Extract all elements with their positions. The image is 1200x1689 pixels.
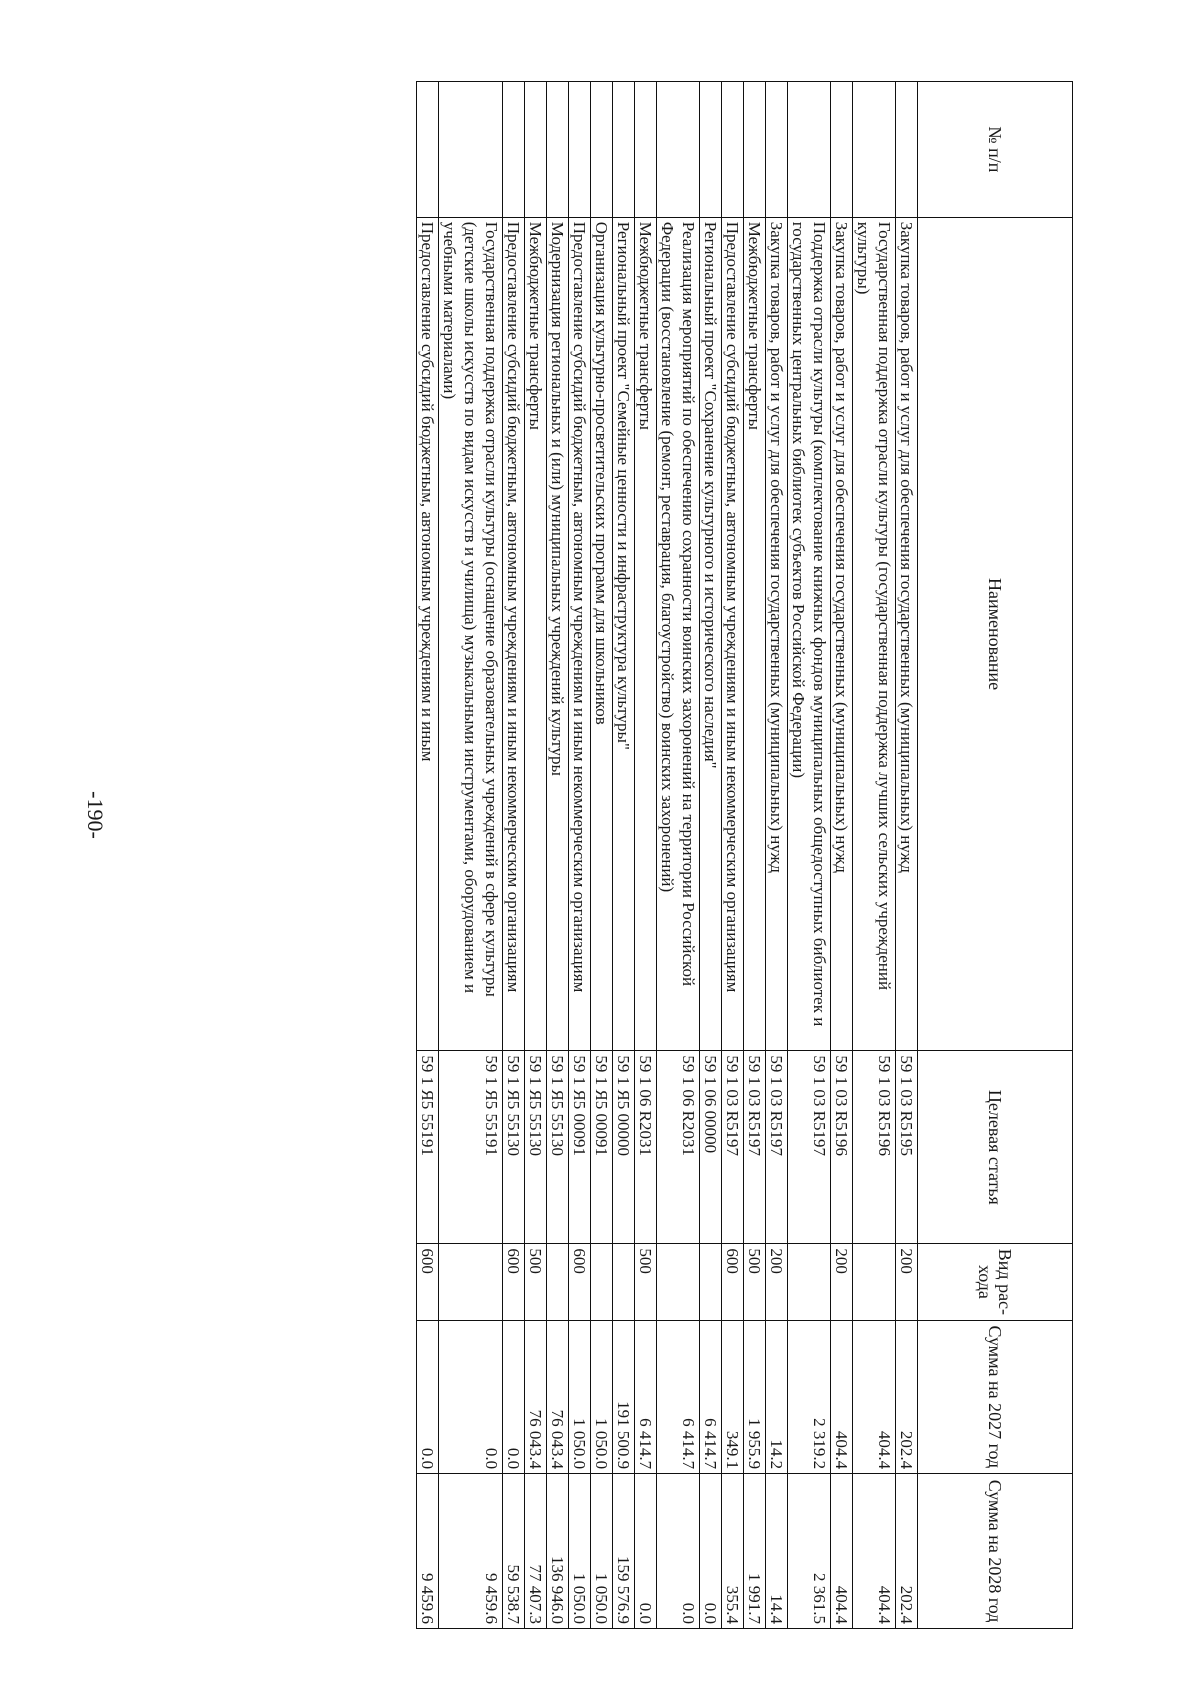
row-sum-2028: 0.0 [700,1474,722,1629]
row-name: Государственная поддержка отрасли культуры (государственная поддержка лучших сельских учреждений культуры) [853,217,896,1051]
row-index [657,82,700,218]
row-index [766,82,788,218]
row-target-article: 59 1 Я5 55130 [547,1051,569,1244]
table-row [417,82,439,1629]
row-index [788,82,831,218]
row-sum-2028: 9 459.6 [439,1474,503,1629]
table-row [591,82,613,1629]
row-name: Закупка товаров, работ и услуг для обеспечения государственных (муниципальных) нужд [766,217,788,1051]
row-target-article: 59 1 03 R5196 [831,1051,853,1244]
row-name: Межбюджетные трансферты [525,217,547,1051]
row-target-article: 59 1 03 R5197 [744,1051,766,1244]
table-row [744,82,766,1629]
row-target-article: 59 1 Я5 00000 [613,1051,635,1244]
row-target-article: 59 1 Я5 00091 [591,1051,613,1244]
row-expense-type [439,1244,503,1320]
row-name: Предоставление субсидий бюджетным, автономным учреждениям и иным некоммерческим организациям [569,217,591,1051]
row-target-article: 59 1 03 R5197 [722,1051,744,1244]
row-index [635,82,657,218]
row-index [613,82,635,218]
row-name: Реализация мероприятий по обеспечению сохранности воинских захоронений на территории Российской Федерации (восстановление (ремонт, реставрация, благоустройство) воинских захоронений) [657,217,700,1051]
table-body [417,82,918,1629]
row-sum-2027: 76 043.4 [547,1320,569,1474]
row-index [831,82,853,218]
row-sum-2027: 202.4 [896,1320,918,1474]
row-sum-2028: 2 361.5 [788,1474,831,1629]
row-sum-2027: 191 500.9 [613,1320,635,1474]
row-target-article: 59 1 Я5 55191 [417,1051,439,1244]
row-expense-type: 500 [635,1244,657,1320]
row-sum-2027: 404.4 [853,1320,896,1474]
budget-table [416,81,1073,1629]
row-sum-2028: 355.4 [722,1474,744,1629]
row-index [722,82,744,218]
row-expense-type: 500 [525,1244,547,1320]
row-expense-type [657,1244,700,1320]
row-index [591,82,613,218]
row-expense-type: 200 [831,1244,853,1320]
row-index [417,82,439,218]
table-row [569,82,591,1629]
row-sum-2028: 59 538.7 [503,1474,525,1629]
row-sum-2027: 6 414.7 [657,1320,700,1474]
row-index [700,82,722,218]
table-row [547,82,569,1629]
row-sum-2027: 76 043.4 [525,1320,547,1474]
table-header-row [918,82,1073,1629]
row-sum-2028: 0.0 [635,1474,657,1629]
row-sum-2028: 404.4 [831,1474,853,1629]
row-sum-2028: 159 576.9 [613,1474,635,1629]
row-target-article: 59 1 03 R5197 [766,1051,788,1244]
row-target-article: 59 1 Я5 55130 [503,1051,525,1244]
row-name: Организация культурно-просветительских программ для школьников [591,217,613,1051]
table-row [439,82,503,1629]
row-target-article: 59 1 06 R2031 [635,1051,657,1244]
row-name: Государственная поддержка отрасли культуры (оснащение образовательных учреждений в сфере культуры (детские школы искусств по видам искусств и училища) музыкальными инструментами, оборудованием и учебными материалами) [439,217,503,1051]
table-row [831,82,853,1629]
table-row [700,82,722,1629]
row-index [503,82,525,218]
row-expense-type: 600 [569,1244,591,1320]
table-row [613,82,635,1629]
row-expense-type [613,1244,635,1320]
row-expense-type: 600 [503,1244,525,1320]
header-index: № п/п [918,82,1073,218]
row-sum-2027: 1 050.0 [569,1320,591,1474]
row-name: Предоставление субсидий бюджетным, автономным учреждениям и иным некоммерческим организациям [503,217,525,1051]
row-sum-2027: 1 050.0 [591,1320,613,1474]
row-expense-type [700,1244,722,1320]
row-name: Поддержка отрасли культуры (комплектование книжных фондов муниципальных общедоступных библиотек и государственных центральных библиотек субъектов Российской Федерации) [788,217,831,1051]
row-expense-type [853,1244,896,1320]
row-sum-2027: 1 955.9 [744,1320,766,1474]
row-name: Региональный проект "Сохранение культурного и исторического наследия" [700,217,722,1051]
row-name: Региональный проект "Семейные ценности и инфраструктура культуры" [613,217,635,1051]
row-sum-2027: 6 414.7 [635,1320,657,1474]
row-sum-2028: 0.0 [657,1474,700,1629]
header-name: Наименование [918,217,1073,1051]
row-sum-2027: 349.1 [722,1320,744,1474]
row-sum-2028: 77 407.3 [525,1474,547,1629]
row-sum-2027: 404.4 [831,1320,853,1474]
row-sum-2028: 1 050.0 [591,1474,613,1629]
row-target-article: 59 1 03 R5197 [788,1051,831,1244]
table-row [896,82,918,1629]
row-target-article: 59 1 Я5 00091 [569,1051,591,1244]
row-sum-2028: 14.4 [766,1474,788,1629]
row-name: Предоставление субсидий бюджетным, автономным учреждениям и иным [417,217,439,1051]
row-sum-2027: 0.0 [439,1320,503,1474]
row-sum-2027: 6 414.7 [700,1320,722,1474]
row-expense-type: 200 [896,1244,918,1320]
row-index [896,82,918,218]
row-sum-2027: 2 319.2 [788,1320,831,1474]
row-expense-type: 600 [722,1244,744,1320]
row-sum-2028: 202.4 [896,1474,918,1629]
row-target-article: 59 1 Я5 55130 [525,1051,547,1244]
row-name: Закупка товаров, работ и услуг для обеспечения государственных (муниципальных) нужд [831,217,853,1051]
row-target-article: 59 1 03 R5196 [853,1051,896,1244]
header-sum-2027: Сумма на 2027 год [918,1320,1073,1474]
row-target-article: 59 1 Я5 55191 [439,1051,503,1244]
row-target-article: 59 1 06 R2031 [657,1051,700,1244]
row-name: Закупка товаров, работ и услуг для обеспечения государственных (муниципальных) нужд [896,217,918,1051]
table-row [525,82,547,1629]
row-expense-type: 500 [744,1244,766,1320]
row-expense-type [591,1244,613,1320]
row-sum-2028: 404.4 [853,1474,896,1629]
table-row [657,82,700,1629]
row-name: Межбюджетные трансферты [635,217,657,1051]
table-row [503,82,525,1629]
budget-table-rotated [200,81,1073,1629]
row-index [569,82,591,218]
table-row [635,82,657,1629]
header-sum-2028: Сумма на 2028 год [918,1474,1073,1629]
row-sum-2028: 1 991.7 [744,1474,766,1629]
row-target-article: 59 1 06 00000 [700,1051,722,1244]
row-sum-2028: 9 459.6 [417,1474,439,1629]
row-name: Межбюджетные трансферты [744,217,766,1051]
row-expense-type [547,1244,569,1320]
row-sum-2027: 0.0 [417,1320,439,1474]
row-index [525,82,547,218]
row-sum-2027: 0.0 [503,1320,525,1474]
row-expense-type [788,1244,831,1320]
row-target-article: 59 1 03 R5195 [896,1051,918,1244]
header-expense-type: Вид рас-хода [918,1244,1073,1320]
page-number: -190- [83,791,108,839]
table-row [788,82,831,1629]
header-target-article: Целевая статья [918,1051,1073,1244]
table-row [853,82,896,1629]
row-sum-2028: 1 050.0 [569,1474,591,1629]
row-name: Модернизация региональных и (или) муниципальных учреждений культуры [547,217,569,1051]
row-expense-type: 600 [417,1244,439,1320]
table-row [722,82,744,1629]
row-index [853,82,896,218]
row-index [547,82,569,218]
row-expense-type: 200 [766,1244,788,1320]
table-row [766,82,788,1629]
row-index [744,82,766,218]
row-name: Предоставление субсидий бюджетным, автономным учреждениям и иным некоммерческим организациям [722,217,744,1051]
row-index [439,82,503,218]
row-sum-2028: 136 946.0 [547,1474,569,1629]
row-sum-2027: 14.2 [766,1320,788,1474]
